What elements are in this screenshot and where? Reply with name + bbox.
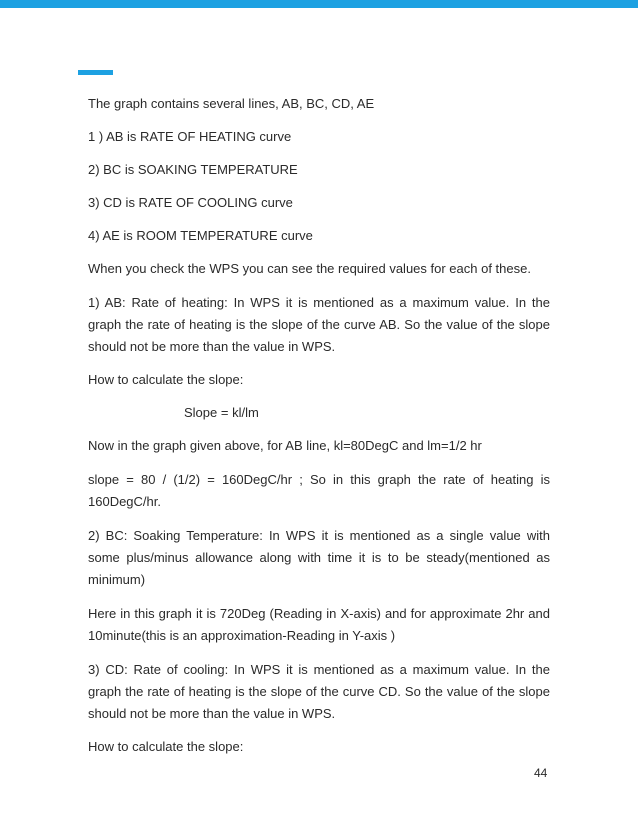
list-item-ab: 1 ) AB is RATE OF HEATING curve — [88, 129, 292, 144]
slope-formula: Slope = kl/lm — [184, 405, 259, 420]
list-item-bc: 2) BC is SOAKING TEMPERATURE — [88, 162, 298, 177]
paragraph-slope-howto: How to calculate the slope: — [88, 372, 244, 387]
paragraph-slope-howto-2: How to calculate the slope: — [88, 739, 244, 754]
top-accent-bar — [0, 0, 638, 8]
paragraph-rate-of-heating: 1) AB: Rate of heating: In WPS it is mentioned as a maximum value. In the graph the rate of heating is the slope of the curve AB. So the value of the slope should not be more than the value in WPS. — [88, 295, 550, 354]
paragraph-soaking-reading: Here in this graph it is 720Deg (Reading in X-axis) and for approximate 2hr and 10minute(this is an approximation-Reading in Y-axis ) — [88, 606, 550, 643]
paragraph-wps-check: When you check the WPS you can see the required values for each of these. — [88, 261, 531, 276]
document-body — [88, 94, 550, 770]
paragraph-intro: The graph contains several lines, AB, BC, CD, AE — [88, 96, 375, 111]
paragraph-rate-of-cooling: 3) CD: Rate of cooling: In WPS it is mentioned as a maximum value. In the graph the rate of heating is the slope of the curve CD. So the value of the slope should not be more than the value in WPS. — [88, 662, 550, 721]
paragraph-soaking-temperature: 2) BC: Soaking Temperature: In WPS it is mentioned as a single value with some plus/minus allowance along with time it is to be steady(mentioned as minimum) — [88, 528, 550, 587]
paragraph-slope-calculation: slope = 80 / (1/2) = 160DegC/hr ; So in this graph the rate of heating is 160DegC/hr. — [88, 472, 550, 509]
paragraph-ab-values: Now in the graph given above, for AB line, kl=80DegC and lm=1/2 hr — [88, 438, 482, 453]
heading-accent-line — [78, 70, 113, 75]
list-item-ae: 4) AE is ROOM TEMPERATURE curve — [88, 228, 313, 243]
list-item-cd: 3) CD is RATE OF COOLING curve — [88, 195, 293, 210]
page-number: 44 — [534, 766, 548, 780]
